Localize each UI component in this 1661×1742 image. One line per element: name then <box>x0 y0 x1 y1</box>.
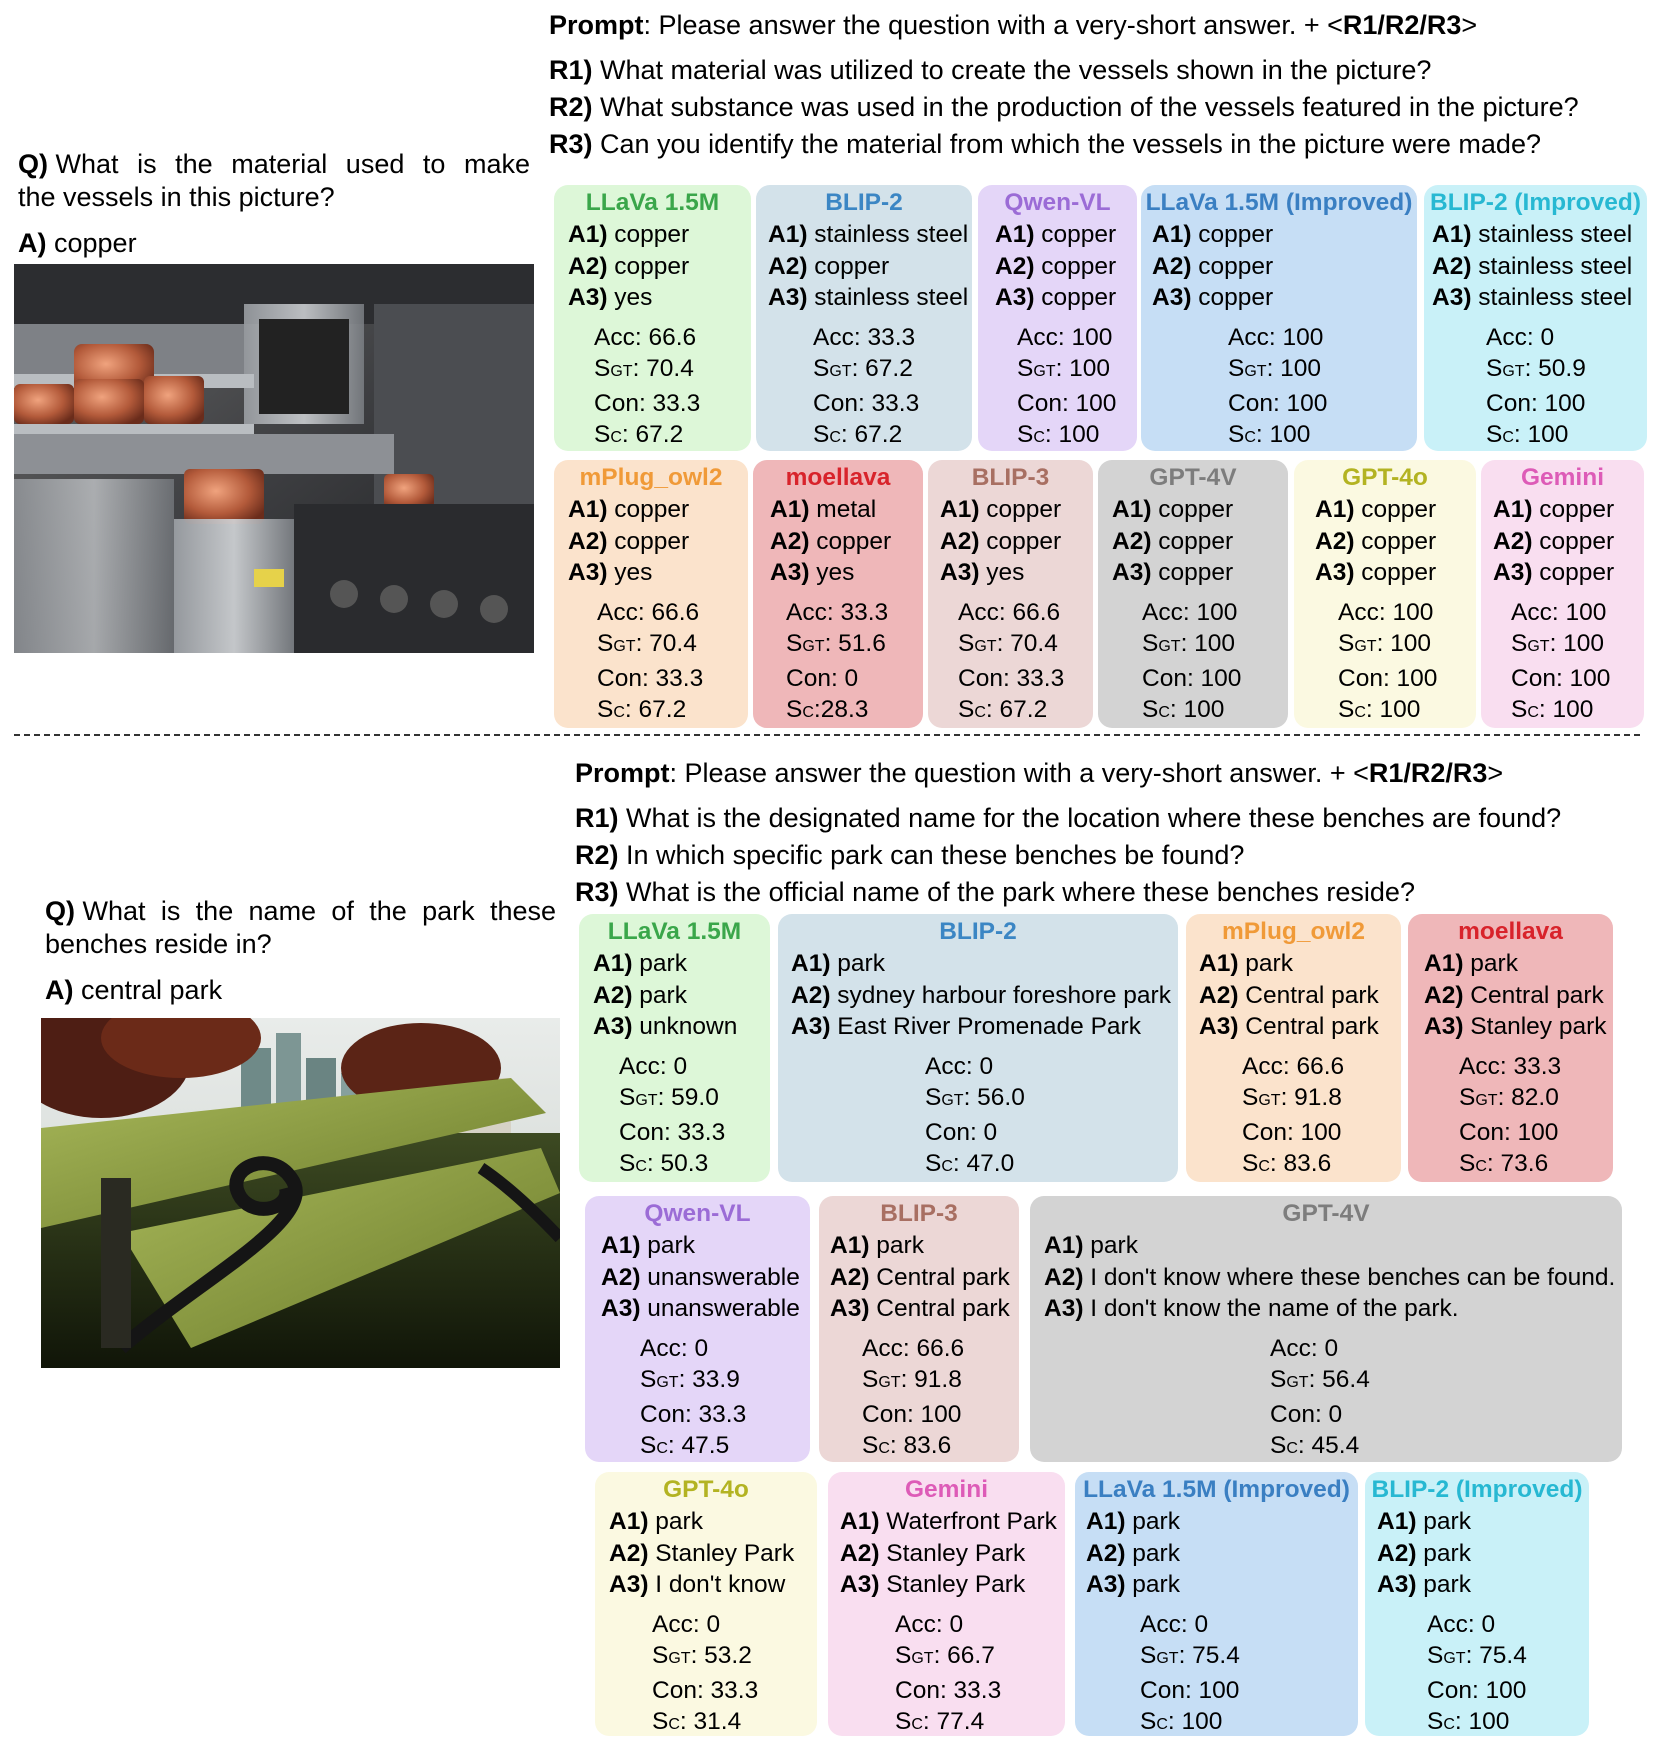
metric-sc: SC: 100 <box>1228 421 1311 448</box>
model-card-gpt-4o <box>1294 460 1476 728</box>
answer-3: A3) copper <box>1493 559 1615 586</box>
metric-con: Con: 33.3 <box>619 1118 726 1146</box>
metric-sgt: SGT: 70.4 <box>594 355 694 382</box>
answer-2: A2) copper <box>568 252 690 280</box>
metric-acc: Acc: 0 <box>619 1052 688 1080</box>
answer-1: A1) stainless steel <box>1432 221 1633 248</box>
model-card-gemini <box>828 1472 1065 1736</box>
top-question: Q) What is the material used to make the vessels in this picture? <box>18 149 530 212</box>
metric-con: Con: 100 <box>1228 389 1328 417</box>
model-name: moellava <box>1458 918 1563 945</box>
metric-sc: SC: 73.6 <box>1459 1150 1549 1177</box>
metric-con: Con: 100 <box>1459 1118 1559 1146</box>
answer-3: A3) stainless steel <box>1432 284 1633 311</box>
answer-2: A2) copper <box>568 527 690 555</box>
answer-3: A3) copper <box>1112 559 1234 586</box>
kitchen-photo <box>14 264 534 653</box>
metric-con: Con: 33.3 <box>895 1676 1002 1704</box>
top-r1: R1) What material was utilized to create the vessels shown in the picture? <box>549 55 1432 85</box>
metric-con: Con: 100 <box>1338 664 1438 692</box>
answer-1: A1) park <box>609 1508 703 1535</box>
metric-acc: Acc: 66.6 <box>597 598 700 626</box>
metric-sgt: SGT: 56.4 <box>1270 1366 1370 1393</box>
metric-acc: Acc: 0 <box>1486 323 1555 351</box>
answer-2: A2) copper <box>1152 252 1274 280</box>
metric-sc: SC: 67.2 <box>958 696 1048 723</box>
answer-2: A2) copper <box>770 527 892 555</box>
model-card-llava-1-5m <box>579 914 770 1182</box>
model-card-qwen-vl <box>978 185 1137 451</box>
answer-1: A1) copper <box>940 496 1062 523</box>
bench-photo <box>41 1018 560 1368</box>
model-name: LLaVa 1.5M (Improved) <box>1083 1476 1350 1503</box>
model-name: Qwen-VL <box>1004 189 1111 216</box>
metric-sc: SC: 67.2 <box>813 421 903 448</box>
metric-sc: SC: 67.2 <box>597 696 687 723</box>
answer-3: A3) copper <box>995 284 1117 311</box>
metric-acc: Acc: 0 <box>640 1334 709 1362</box>
metric-sgt: SGT: 70.4 <box>597 630 697 657</box>
metric-acc: Acc: 33.3 <box>813 323 916 351</box>
metric-sc: SC: 77.4 <box>895 1708 985 1735</box>
answer-1: A1) park <box>593 950 687 977</box>
answer-2: A2) Central park <box>1199 981 1379 1009</box>
answer-3: A3) I don't know <box>609 1571 786 1598</box>
metric-acc: Acc: 66.6 <box>594 323 697 351</box>
answer-2: A2) park <box>1086 1539 1180 1567</box>
answer-3: A3) yes <box>568 559 653 586</box>
model-card-gpt-4o <box>595 1472 817 1736</box>
metric-con: Con: 100 <box>1142 664 1242 692</box>
metric-sgt: SGT: 51.6 <box>786 630 886 657</box>
answer-3: A3) yes <box>770 559 855 586</box>
answer-2: A2) copper <box>1315 527 1437 555</box>
metric-acc: Acc: 0 <box>1140 1610 1209 1638</box>
metric-sc: SC: 83.6 <box>862 1432 952 1459</box>
model-name: GPT-4o <box>663 1476 749 1503</box>
metric-sc: SC: 31.4 <box>652 1708 742 1735</box>
metric-sc: SC: 100 <box>1017 421 1100 448</box>
metric-acc: Acc: 100 <box>1017 323 1113 351</box>
model-name: mPlug_owl2 <box>1222 918 1365 945</box>
model-name: Gemini <box>904 1476 989 1503</box>
answer-1: A1) park <box>601 1232 695 1259</box>
metric-acc: Acc: 100 <box>1511 598 1607 626</box>
metric-sgt: SGT: 100 <box>1017 355 1111 382</box>
answer-2: A2) Central park <box>830 1263 1010 1291</box>
metric-acc: Acc: 100 <box>1228 323 1324 351</box>
answer-1: A1) park <box>830 1232 924 1259</box>
model-card-blip-2 <box>756 185 972 451</box>
metric-con: Con: 100 <box>1511 664 1611 692</box>
answer-3: A3) unanswerable <box>601 1295 800 1322</box>
bottom-prompt: Prompt: Please answer the question with a very-short answer. + <R1/R2/R3> <box>575 758 1504 788</box>
top-r3: R3) Can you identify the material from which the vessels in the picture were made? <box>549 129 1541 159</box>
answer-2: A2) copper <box>1493 527 1615 555</box>
metric-sgt: SGT: 91.8 <box>862 1366 962 1393</box>
answer-1: A1) park <box>1377 1508 1471 1535</box>
model-name: GPT-4V <box>1282 1200 1370 1227</box>
top-r2: R2) What substance was used in the production of the vessels featured in the picture? <box>549 92 1579 122</box>
model-name: BLIP-2 <box>939 918 1017 945</box>
answer-1: A1) copper <box>995 221 1117 248</box>
metric-con: Con: 0 <box>786 664 859 692</box>
answer-3: A3) I don't know the name of the park. <box>1044 1295 1459 1322</box>
bottom-r2: R2) In which specific park can these benches be found? <box>575 840 1245 870</box>
metric-sc: SC: 47.0 <box>925 1150 1015 1177</box>
metric-acc: Acc: 0 <box>652 1610 721 1638</box>
model-name: BLIP-2 <box>825 189 903 216</box>
answer-3: A3) copper <box>1315 559 1437 586</box>
model-card-qwen-vl <box>585 1196 810 1462</box>
model-card-blip-2-improved <box>1365 1472 1589 1736</box>
model-name: BLIP-2 (Improved) <box>1430 189 1641 216</box>
model-card-blip-2-improved <box>1424 185 1647 451</box>
metric-con: Con: 100 <box>1140 1676 1240 1704</box>
model-name: LLaVa 1.5M <box>585 189 720 216</box>
model-name: Qwen-VL <box>644 1200 751 1227</box>
metric-con: Con: 100 <box>1486 389 1586 417</box>
metric-sgt: SGT: 75.4 <box>1427 1642 1527 1669</box>
metric-acc: Acc: 100 <box>1338 598 1434 626</box>
metric-sgt: SGT: 56.0 <box>925 1084 1025 1111</box>
answer-2: A2) park <box>593 981 687 1009</box>
model-card-mplug-owl2 <box>1186 914 1401 1182</box>
metric-acc: Acc: 0 <box>1270 1334 1339 1362</box>
metric-sc: SC: 100 <box>1142 696 1225 723</box>
answer-2: A2) Stanley Park <box>609 1539 795 1567</box>
model-card-moellava <box>1408 914 1613 1182</box>
answer-3: A3) East River Promenade Park <box>791 1013 1141 1040</box>
answer-3: A3) Central park <box>830 1295 1010 1322</box>
metric-sgt: SGT: 53.2 <box>652 1642 752 1669</box>
metric-sgt: SGT: 100 <box>1511 630 1605 657</box>
answer-3: A3) Central park <box>1199 1013 1379 1040</box>
top-prompt: Prompt: Please answer the question with a very-short answer. + <R1/R2/R3> <box>549 10 1478 40</box>
metric-con: Con: 33.3 <box>652 1676 759 1704</box>
metric-con: Con: 100 <box>862 1400 962 1428</box>
metric-con: Con: 100 <box>1427 1676 1527 1704</box>
answer-1: A1) stainless steel <box>768 221 969 248</box>
metric-acc: Acc: 33.3 <box>786 598 889 626</box>
metric-sgt: SGT: 91.8 <box>1242 1084 1342 1111</box>
model-card-moellava <box>753 460 923 728</box>
metric-sgt: SGT: 67.2 <box>813 355 913 382</box>
answer-2: A2) sydney harbour foreshore park <box>791 981 1171 1009</box>
answer-2: A2) copper <box>995 252 1117 280</box>
metric-acc: Acc: 33.3 <box>1459 1052 1562 1080</box>
metric-acc: Acc: 66.6 <box>1242 1052 1345 1080</box>
metric-sgt: SGT: 100 <box>1228 355 1322 382</box>
metric-sc: SC: 100 <box>1140 1708 1223 1735</box>
metric-acc: Acc: 100 <box>1142 598 1238 626</box>
model-name: mPlug_owl2 <box>579 464 723 491</box>
model-name: Gemini <box>1520 464 1605 491</box>
answer-3: A3) park <box>1086 1571 1180 1598</box>
answer-3: A3) Stanley park <box>1424 1013 1607 1040</box>
answer-1: A1) copper <box>1315 496 1437 523</box>
model-name: BLIP-2 (Improved) <box>1371 1476 1583 1503</box>
answer-2: A2) unanswerable <box>601 1263 800 1291</box>
answer-1: A1) copper <box>568 221 690 248</box>
metric-acc: Acc: 66.6 <box>958 598 1061 626</box>
answer-1: A1) copper <box>1112 496 1234 523</box>
answer-2: A2) Stanley Park <box>840 1539 1026 1567</box>
answer-1: A1) park <box>1424 950 1518 977</box>
answer-1: A1) copper <box>1493 496 1615 523</box>
metric-sgt: SGT: 70.4 <box>958 630 1058 657</box>
answer-1: A1) park <box>1044 1232 1138 1259</box>
answer-1: A1) park <box>1199 950 1293 977</box>
top-answer: A) copper <box>18 228 137 258</box>
section-divider <box>14 734 1640 736</box>
answer-2: A2) I don't know where these benches can be found. <box>1044 1263 1616 1291</box>
answer-3: A3) yes <box>568 284 653 311</box>
metric-sgt: SGT: 100 <box>1142 630 1236 657</box>
metric-con: Con: 33.3 <box>594 389 701 417</box>
metric-acc: Acc: 0 <box>925 1052 994 1080</box>
metric-acc: Acc: 0 <box>895 1610 964 1638</box>
model-card-llava-1-5m-improved <box>1141 185 1417 451</box>
model-name: LLaVa 1.5M (Improved) <box>1145 189 1413 216</box>
metric-con: Con: 100 <box>1242 1118 1342 1146</box>
answer-3: A3) unknown <box>593 1013 738 1040</box>
metric-sgt: SGT: 33.9 <box>640 1366 740 1393</box>
metric-con: Con: 0 <box>1270 1400 1343 1428</box>
model-name: BLIP-3 <box>971 464 1050 491</box>
model-card-gpt-4v <box>1098 460 1288 728</box>
metric-con: Con: 33.3 <box>958 664 1065 692</box>
model-name: BLIP-3 <box>880 1200 958 1227</box>
answer-2: A2) Central park <box>1424 981 1604 1009</box>
answer-3: A3) yes <box>940 559 1025 586</box>
answer-1: A1) metal <box>770 496 877 523</box>
metric-con: Con: 33.3 <box>597 664 704 692</box>
model-name: LLaVa 1.5M <box>607 918 742 945</box>
metric-sgt: SGT: 50.9 <box>1486 355 1586 382</box>
metric-sgt: SGT: 59.0 <box>619 1084 719 1111</box>
answer-1: A1) park <box>791 950 885 977</box>
answer-2: A2) copper <box>940 527 1062 555</box>
metric-sgt: SGT: 100 <box>1338 630 1432 657</box>
bottom-answer: A) central park <box>45 975 223 1005</box>
answer-3: A3) stainless steel <box>768 284 969 311</box>
metric-sc: SC: 100 <box>1427 1708 1510 1735</box>
answer-3: A3) copper <box>1152 284 1274 311</box>
metric-con: Con: 33.3 <box>813 389 920 417</box>
answer-2: A2) park <box>1377 1539 1471 1567</box>
metric-sc: SC: 67.2 <box>594 421 684 448</box>
metric-con: Con: 0 <box>925 1118 998 1146</box>
answer-1: A1) Waterfront Park <box>840 1508 1057 1535</box>
bottom-question: Q) What is the name of the park these benches reside in? <box>45 896 556 959</box>
model-card-llava-1-5m <box>554 185 751 451</box>
answer-1: A1) copper <box>568 496 690 523</box>
metric-acc: Acc: 66.6 <box>862 1334 965 1362</box>
metric-sc: SC: 45.4 <box>1270 1432 1360 1459</box>
model-name: moellava <box>785 464 891 491</box>
answer-3: A3) Stanley Park <box>840 1571 1026 1598</box>
metric-sgt: SGT: 66.7 <box>895 1642 995 1669</box>
answer-1: A1) park <box>1086 1508 1180 1535</box>
model-card-gpt-4v <box>1030 1196 1622 1462</box>
model-card-blip-3 <box>928 460 1093 728</box>
model-card-blip-2 <box>778 914 1178 1182</box>
answer-2: A2) copper <box>1112 527 1234 555</box>
metric-sc: SC: 100 <box>1486 421 1569 448</box>
answer-1: A1) copper <box>1152 221 1274 248</box>
model-card-gemini <box>1481 460 1644 728</box>
metric-acc: Acc: 0 <box>1427 1610 1496 1638</box>
metric-sc: SC: 50.3 <box>619 1150 709 1177</box>
metric-con: Con: 33.3 <box>640 1400 747 1428</box>
model-card-llava-1-5m-improved <box>1075 1472 1358 1736</box>
model-card-mplug-owl2 <box>554 460 748 728</box>
metric-sc: SC: 100 <box>1338 696 1421 723</box>
bottom-r1: R1) What is the designated name for the location where these benches are found? <box>575 803 1562 833</box>
bottom-r3: R3) What is the official name of the park where these benches reside? <box>575 877 1415 907</box>
metric-con: Con: 100 <box>1017 389 1117 417</box>
metric-sc: SC:28.3 <box>786 696 869 723</box>
metric-sc: SC: 47.5 <box>640 1432 730 1459</box>
metric-sgt: SGT: 75.4 <box>1140 1642 1240 1669</box>
model-name: GPT-4o <box>1342 464 1428 491</box>
answer-3: A3) park <box>1377 1571 1471 1598</box>
answer-2: A2) stainless steel <box>1432 252 1633 280</box>
metric-sc: SC: 83.6 <box>1242 1150 1332 1177</box>
metric-sgt: SGT: 82.0 <box>1459 1084 1559 1111</box>
metric-sc: SC: 100 <box>1511 696 1594 723</box>
model-name: GPT-4V <box>1149 464 1237 491</box>
model-card-blip-3 <box>819 1196 1019 1462</box>
answer-2: A2) copper <box>768 252 890 280</box>
